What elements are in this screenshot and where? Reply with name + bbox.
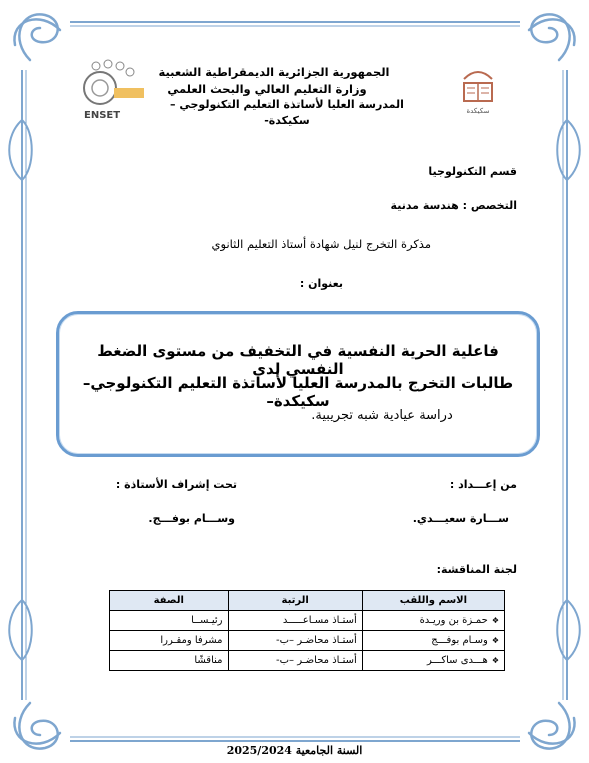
prepared-by-label: من إعـــداد : bbox=[449, 478, 517, 491]
diamond-bullet-icon: ❖ bbox=[491, 616, 499, 625]
jury-member-name: ❖وسـام بوفـــج bbox=[362, 631, 504, 651]
header-republic: الجمهورية الجزائرية الديمقراطية الشعبية bbox=[158, 65, 390, 79]
thesis-title-box bbox=[56, 311, 540, 457]
jury-member-rank: أستـاذ محاضـر –ب- bbox=[228, 631, 362, 651]
column-header-name: الاسم واللقب bbox=[362, 591, 504, 611]
jury-table bbox=[109, 590, 505, 671]
jury-member-name: ❖هـــدى ساكـــر bbox=[362, 651, 504, 671]
header-school: المدرسة العليا لأساتذة التعليم التكنولوجي –سكيكدة- bbox=[170, 98, 404, 128]
jury-member-role: مشرفا ومقـررا bbox=[110, 631, 229, 651]
column-header-rank: الرتبة bbox=[228, 591, 362, 611]
jury-member-role: رئيـســا bbox=[110, 611, 229, 631]
supervisor-label: تحت إشراف الأستاذة : bbox=[115, 478, 237, 491]
jury-member-rank: أستـاذ مسـاعـــــد bbox=[228, 611, 362, 631]
jury-member-name: ❖حمـزة بن وريـدة bbox=[362, 611, 504, 631]
table-row bbox=[110, 611, 505, 631]
thesis-title-line-1: فاعلية الحرية النفسية في التخفيف من مستوى الضغط النفسي لدى bbox=[97, 342, 499, 378]
diamond-bullet-icon: ❖ bbox=[491, 636, 499, 645]
enset-logo bbox=[78, 58, 148, 124]
department-label: قسم التكنولوجيا bbox=[428, 165, 517, 178]
title-label: بعنوان : bbox=[299, 277, 343, 290]
thesis-title-line-3: دراسة عيادية شبه تجريبية. bbox=[311, 408, 453, 423]
header-ministry: وزارة التعليم العالي والبحث العلمي bbox=[167, 81, 367, 96]
jury-label: لجنة المناقشة: bbox=[436, 563, 517, 576]
school-book-logo bbox=[458, 65, 498, 117]
table-row bbox=[110, 651, 505, 671]
svg-text:ENSET: ENSET bbox=[84, 110, 121, 121]
thesis-type: مذكرة التخرج لنيل شهادة أستاذ التعليم الثانوي bbox=[211, 237, 431, 251]
svg-text:سكيكدة: سكيكدة bbox=[466, 107, 490, 115]
supervisor-name: وســـام بوفـــج. bbox=[148, 512, 235, 525]
table-row bbox=[110, 631, 505, 651]
jury-member-role: مناقشًا bbox=[110, 651, 229, 671]
specialty-label: التخصص : هندسة مدنية bbox=[390, 199, 517, 212]
student-name: ســـارة سعيـــدي. bbox=[412, 512, 509, 525]
thesis-title-line-2: طالبات التخرج بالمدرسة العليا لأساتذة التعليم التكنولوجي–سكيكدة– bbox=[82, 374, 514, 410]
jury-member-rank: أستـاذ محاضـر –ب- bbox=[228, 651, 362, 671]
diamond-bullet-icon: ❖ bbox=[491, 656, 499, 665]
jury-table-header-row bbox=[110, 591, 505, 611]
column-header-role: الصفة bbox=[110, 591, 229, 611]
academic-year: السنة الجامعية 2025/2024 bbox=[226, 744, 363, 757]
